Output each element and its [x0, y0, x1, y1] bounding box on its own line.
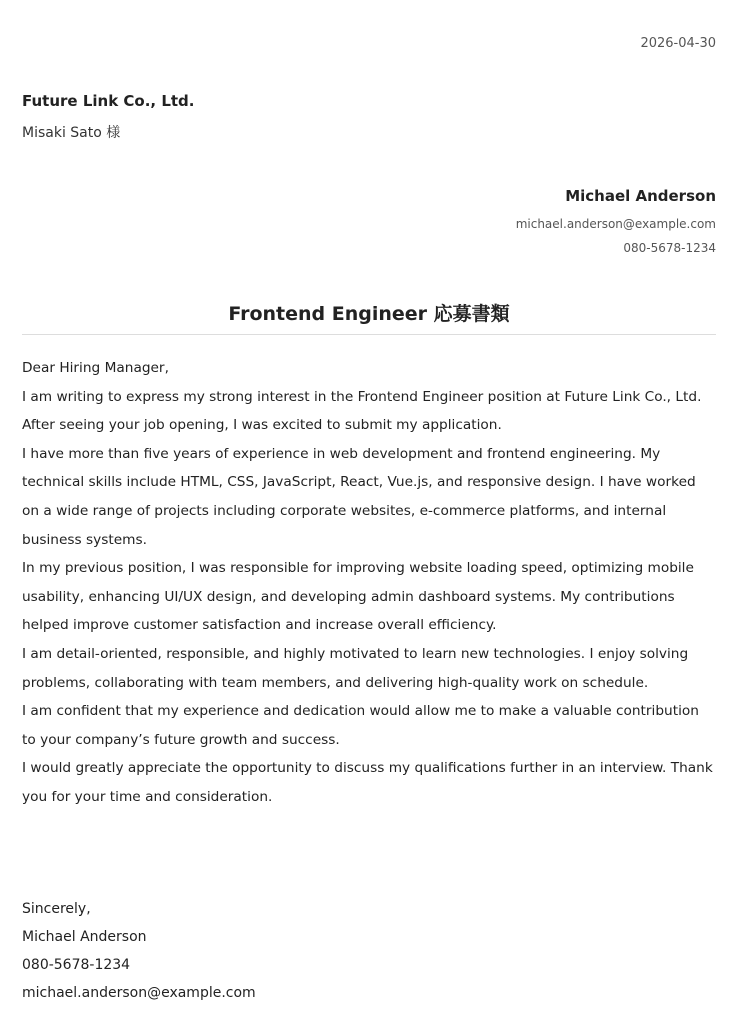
greeting: Dear Hiring Manager,	[22, 360, 169, 376]
closing-block	[22, 895, 256, 1007]
valediction: Sincerely,	[22, 901, 91, 917]
document-title: Frontend Engineer 応募書類	[228, 303, 510, 325]
body-paragraph: I would greatly appreciate the opportunity to discuss my qualifications further in an interview. Thank you for your time and consideration.	[22, 760, 713, 805]
recipient-contact: Misaki Sato 様	[22, 125, 121, 141]
sender-phone: 080-5678-1234	[623, 241, 716, 255]
title-section	[22, 300, 716, 335]
recipient-company: Future Link Co., Ltd.	[22, 92, 195, 110]
sender-email: michael.anderson@example.com	[515, 217, 716, 231]
body-paragraph: I am confident that my experience and dedication would allow me to make a valuable contribution to your company’s future growth and success.	[22, 703, 699, 748]
closing-phone: 080-5678-1234	[22, 957, 131, 973]
closing-name: Michael Anderson	[22, 929, 147, 945]
body-paragraph: I am writing to express my strong interest in the Frontend Engineer position at Future Link Co., Ltd. After seeing your job opening, I was excited to submit my application.	[22, 388, 702, 434]
closing-email: michael.anderson@example.com	[22, 985, 256, 1001]
body-paragraph: I am detail-oriented, responsible, and highly motivated to learn new technologies. I enjoy solving problems, collaborating with team members, and delivering high-quality work on schedule.	[22, 645, 689, 691]
letter-date: 2026-04-30	[640, 36, 716, 51]
body-paragraph: In my previous position, I was responsible for improving website loading speed, optimizing mobile usability, enhancing UI/UX design, and developing admin dashboard systems. My contributions helped improve customer satisfaction and increase overall efficiency.	[22, 560, 694, 634]
letter-body	[22, 354, 716, 812]
sender-name: Michael Anderson	[565, 187, 716, 205]
recipient-block	[22, 90, 195, 143]
sender-block	[516, 185, 716, 260]
body-paragraph: I have more than five years of experience in web development and frontend engineering. My technical skills include HTML, CSS, JavaScript, React, Vue.js, and responsive design. I have worked on a wide range of projects including corporate websites, e-commerce platforms, and internal business systems.	[22, 445, 696, 548]
